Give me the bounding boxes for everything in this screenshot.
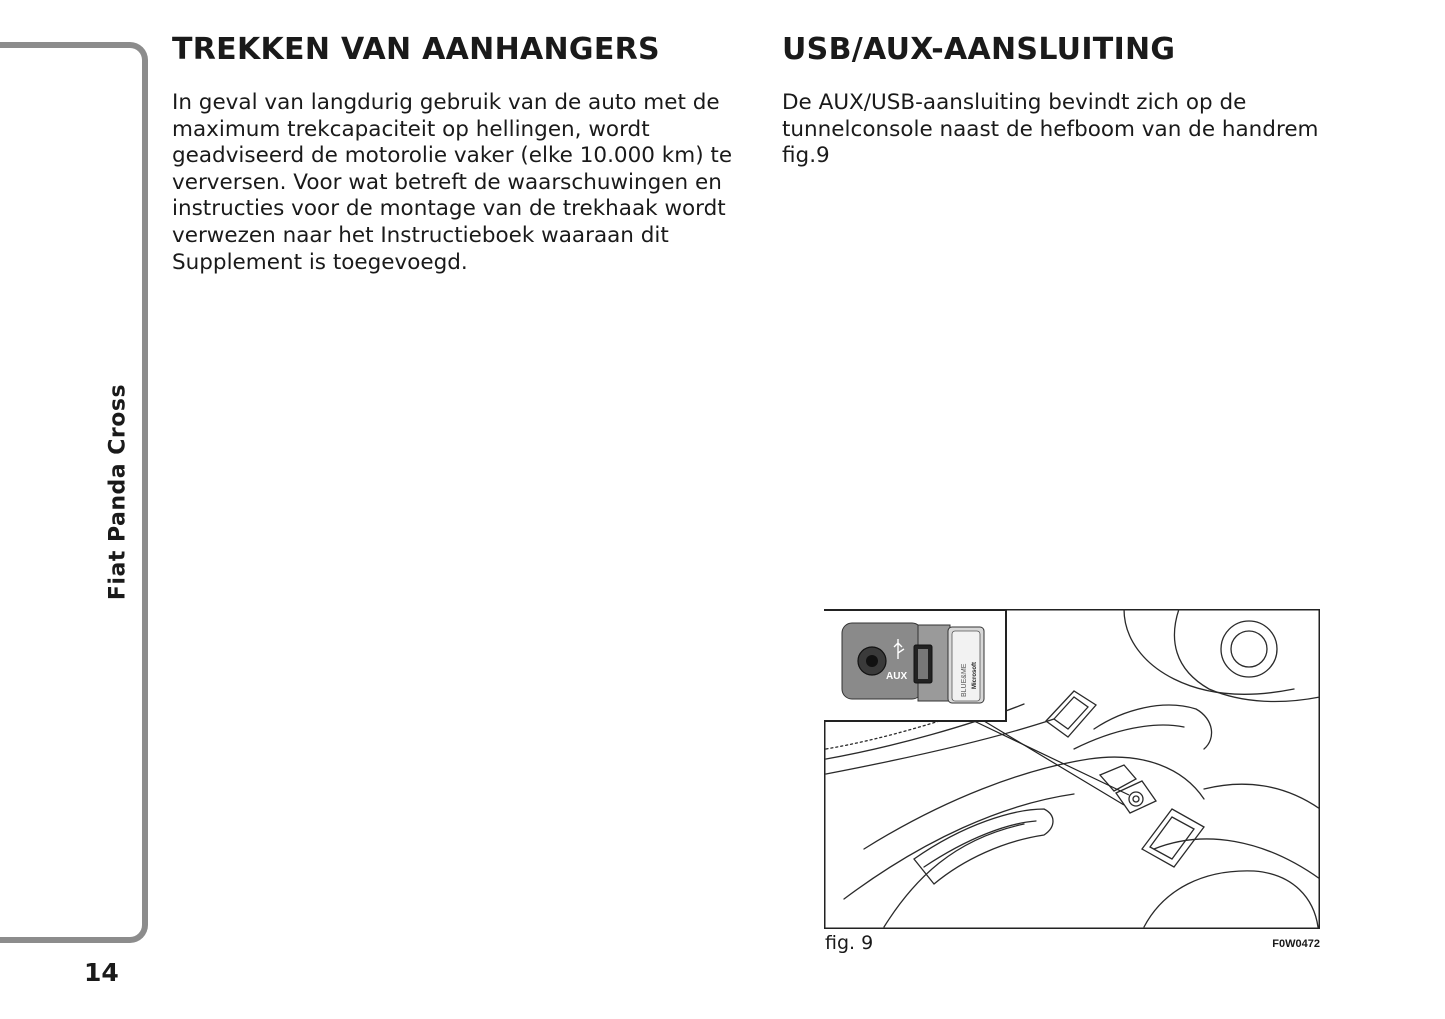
figure-caption: fig. 9 <box>825 932 874 954</box>
figure-code: F0W0472 <box>1272 938 1320 950</box>
paragraph-usb-aux-connection: De AUX/USB-aansluiting bevindt zich op de tunnelconsole naast de hefboom van de handrem fig.9 <box>782 90 1319 169</box>
inset-usb-aux-detail <box>824 610 1006 721</box>
aux-label: AUX <box>886 671 908 682</box>
heading-towing-trailers: TREKKEN VAN AANHANGERS <box>172 32 660 67</box>
vertical-book-title: Fiat Panda Cross <box>105 383 131 601</box>
paragraph-towing-trailers: In geval van langdurig gebruik van de auto met de maximum trekcapaciteit op hellingen, wordt geadviseerd de motorolie vaker (elke 10.000 km) te verversen. Voor wat betreft de waarschuwingen en instructies voor de montage van de trekhaak wordt verwezen naar het Instructieboek waaraan dit Supplement is toegevoegd. <box>172 90 733 275</box>
heading-usb-aux-connection: USB/AUX-AANSLUITING <box>782 32 1176 67</box>
page-number: 14 <box>84 958 119 987</box>
brand-label: BLUE&ME <box>961 663 968 697</box>
brand-sub-label: Microsoft <box>972 662 978 689</box>
figure-usb-aux-console <box>824 609 1320 929</box>
